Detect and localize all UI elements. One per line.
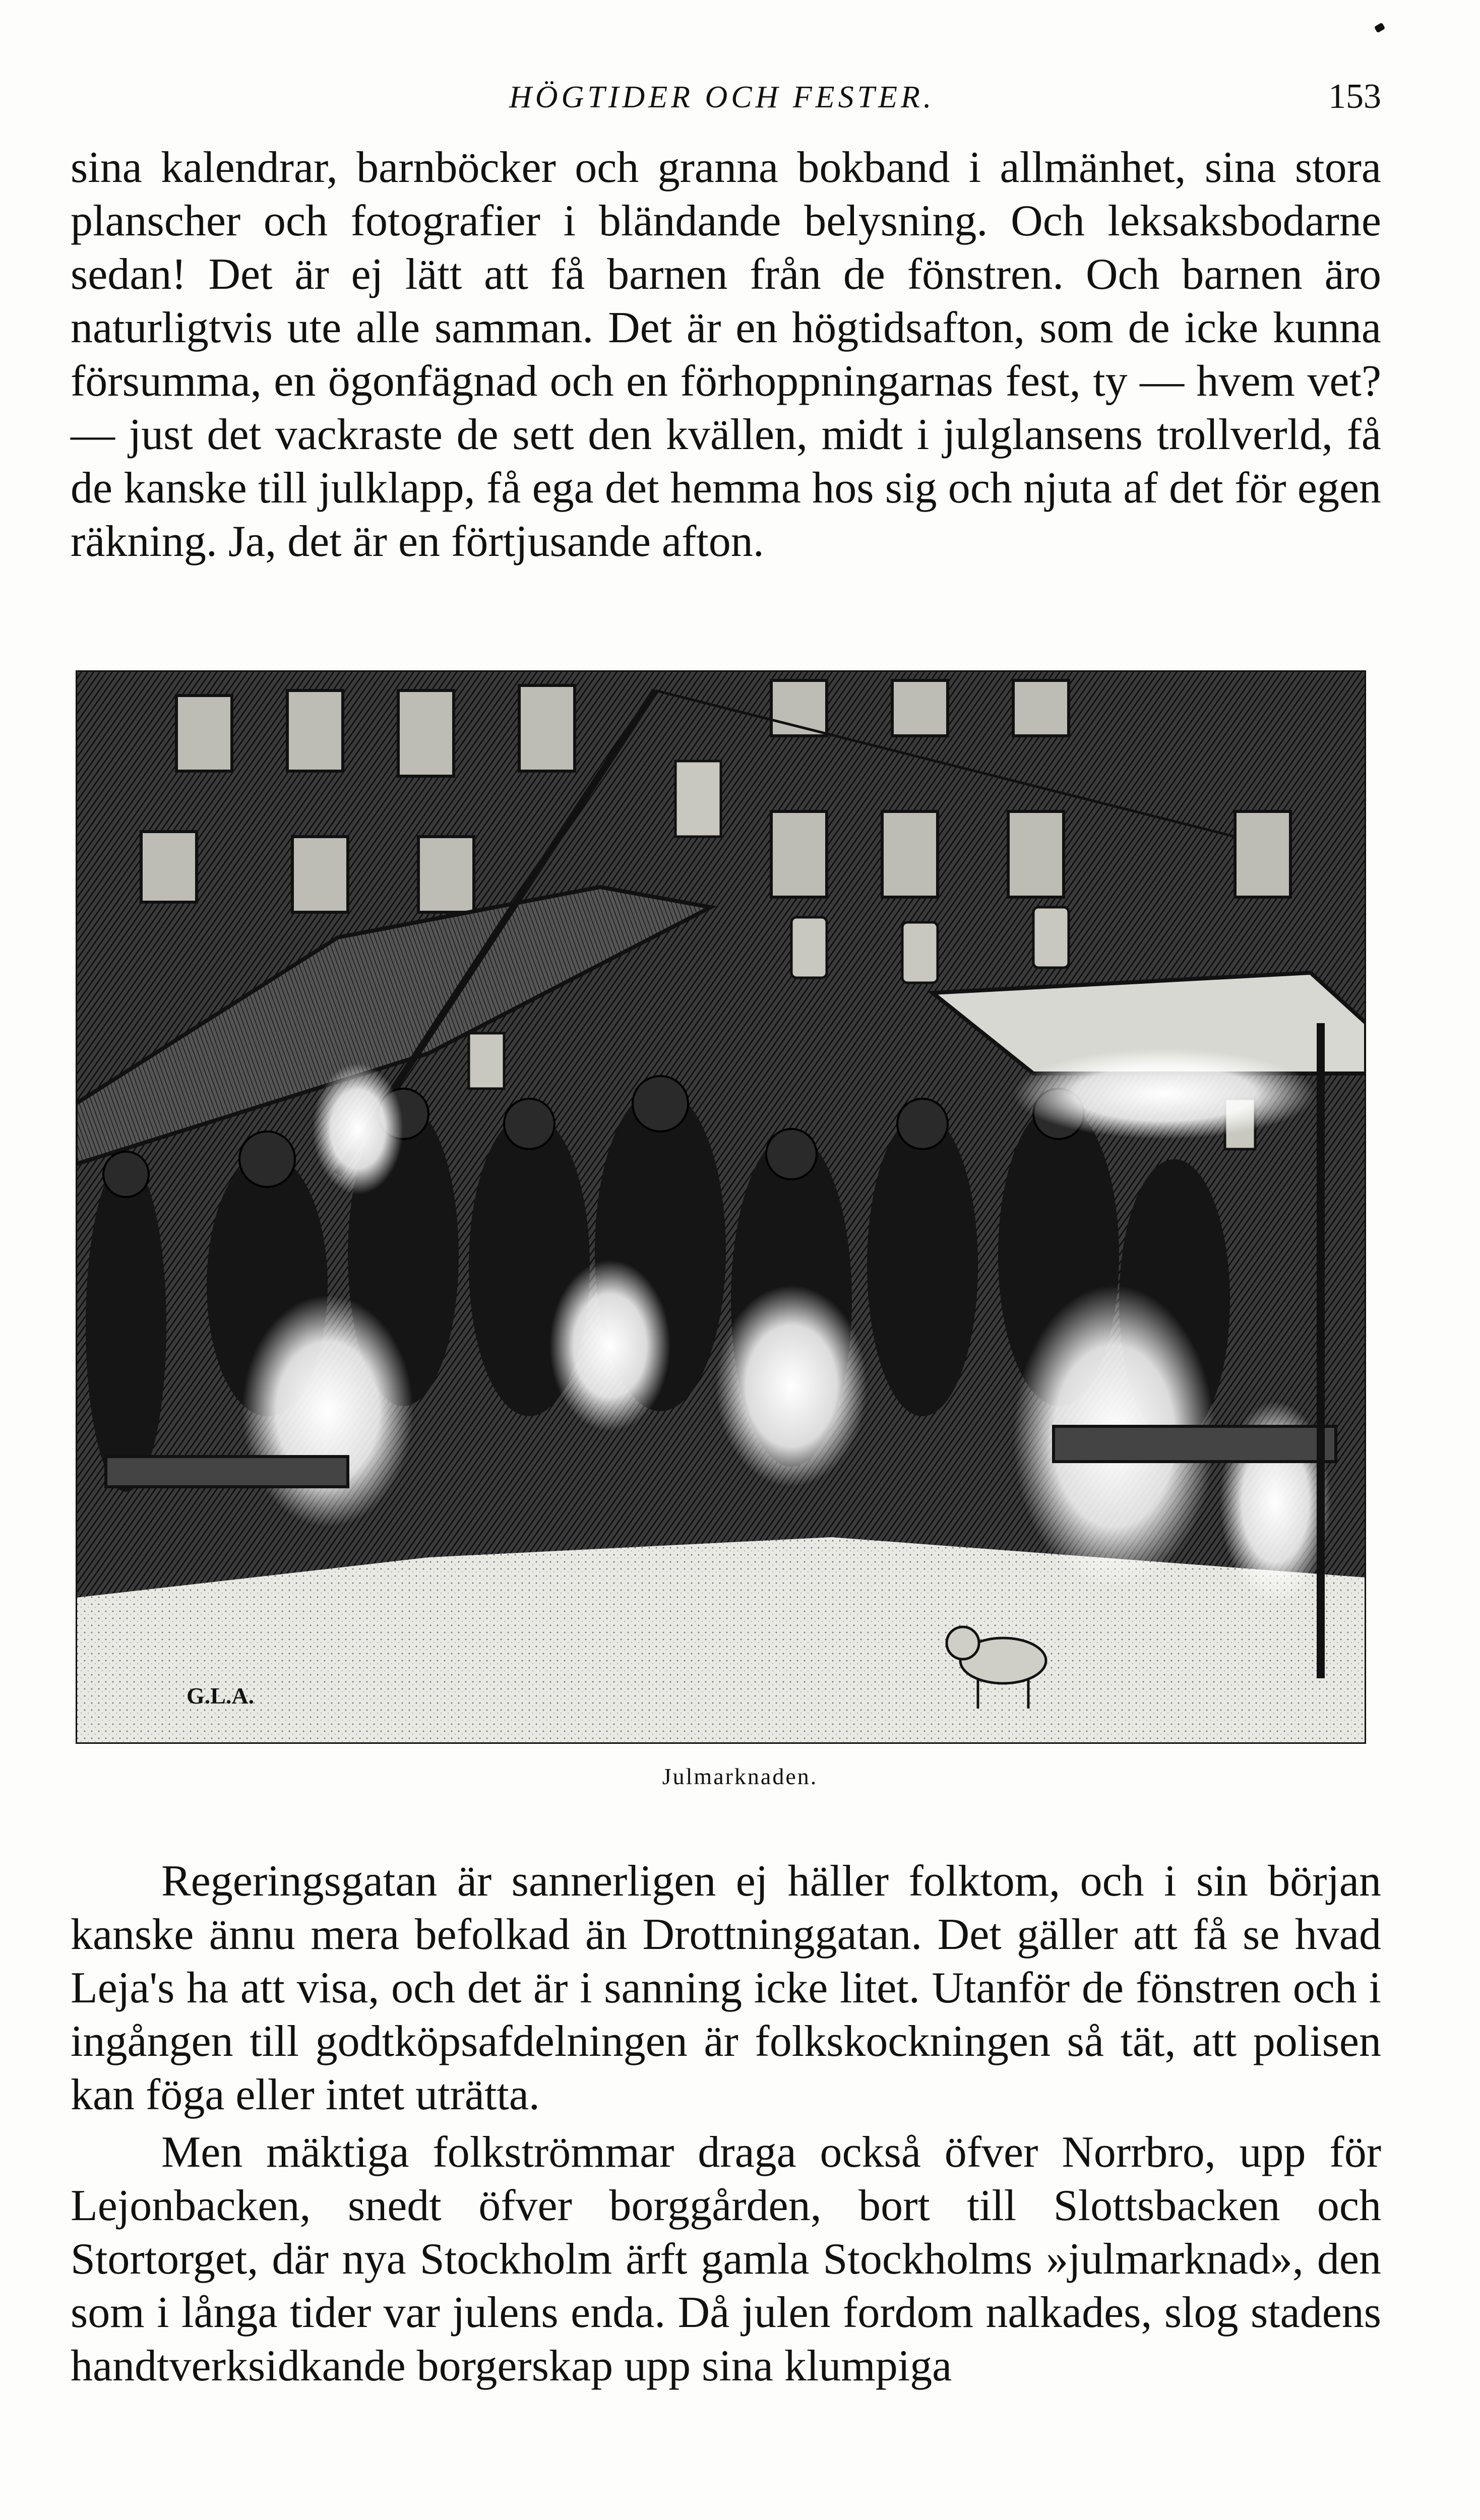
page-number: 153	[1328, 77, 1381, 116]
running-title: HÖGTIDER OCH FESTER.	[509, 80, 935, 114]
right-stall-counter	[1054, 1426, 1336, 1462]
left-stall-counter	[106, 1457, 348, 1487]
paragraph-3: Men mäktiga folkströmmar draga också öfver Norrbro, upp för Lejonbacken, snedt öfver borggården, bort till Slottsbacken och Stortorget, där nya Stockholm ärft gamla Stockholms »julmarknad», den som i långa tider var julens enda. Då julen fordom nalkades, slog stadens handtverksidkande borgerskap upp sina klumpiga	[71, 2128, 1381, 2390]
paragraph-1: sina kalendrar, barnböcker och granna bokband i allmänhet, sina stora planscher och fotografier i bländande belysning. Och leksaksbodarne sedan! Det är ej lätt att få barnen från de fönstren. Och barnen äro naturligtvis ute alle samman. Det är en högtidsafton, som de icke kunna försumma, en ögonfägnad och en förhoppningarnas fest, ty — hvem vet? — just det vackraste de sett den kvällen, midt i julglansens trollverld, få de kanske till julklapp, få ega det hemma hos sig och njuta af det för egen räkning. Ja, det är en förtjusande afton.	[71, 143, 1381, 566]
illustration-figure	[76, 670, 1366, 1744]
ink-speck	[1374, 22, 1386, 33]
page-header	[71, 71, 1381, 126]
artist-signature: G.L.A.	[187, 1683, 255, 1709]
figure-caption: Julmarknaden.	[662, 1763, 818, 1789]
paragraph-2: Regeringsgatan är sannerligen ej häller folktom, och i sin början kanske ännu mera befolkad än Drottninggatan. Det gäller att få se hvad Leja's ha att visa, och det är i sanning icke litet. Utanför de fönstren och i ingången till godtköpsafdelningen är folkskockningen så tät, att polisen kan föga eller intet uträtta.	[71, 1857, 1381, 2119]
christmas-market-engraving	[76, 670, 1366, 1744]
